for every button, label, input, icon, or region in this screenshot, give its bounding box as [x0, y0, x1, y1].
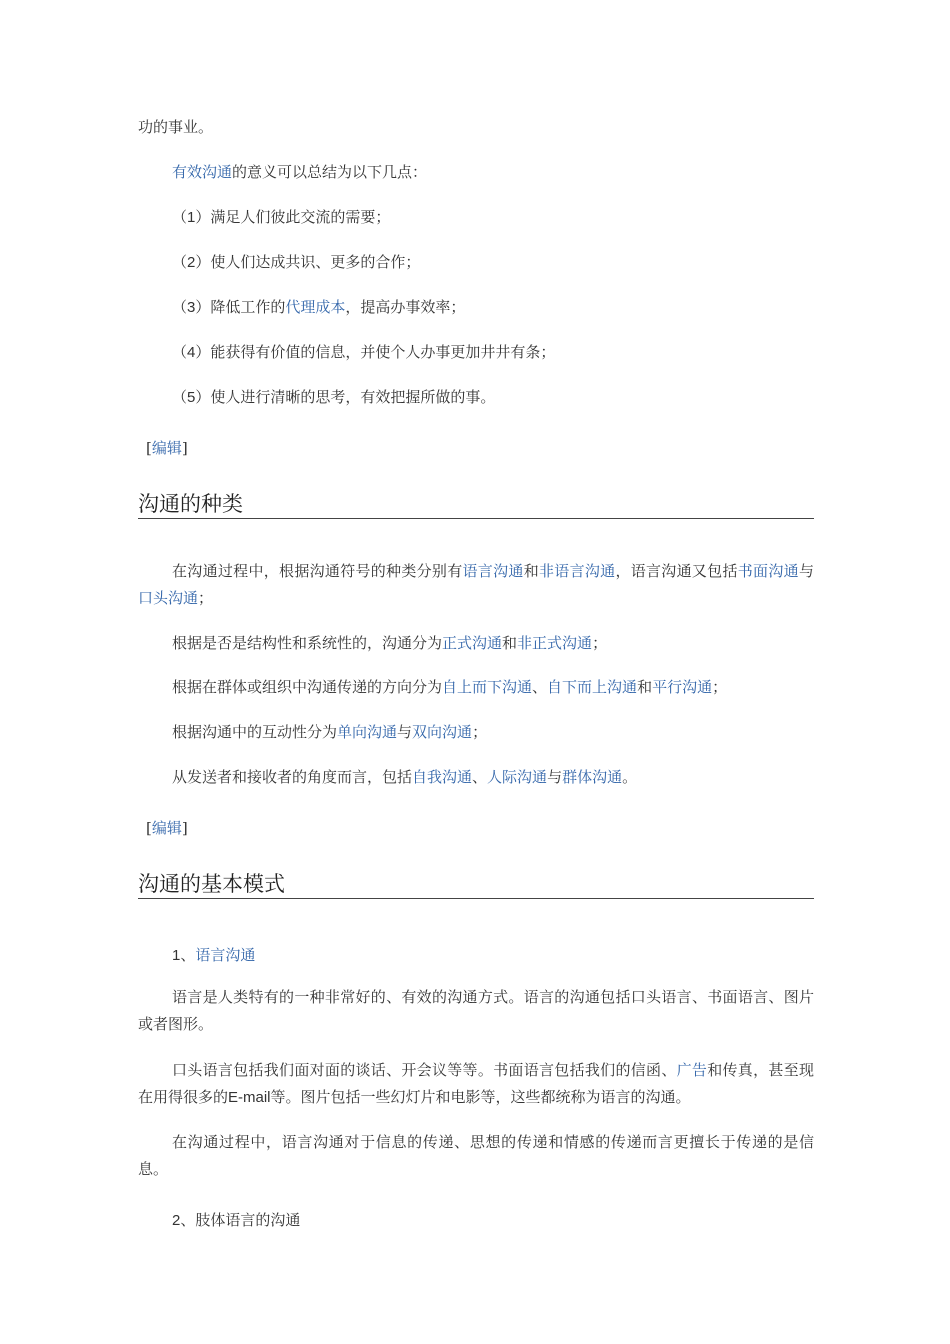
self-communication-link[interactable]: 自我沟通: [412, 768, 473, 786]
top-down-communication-link[interactable]: 自上而下沟通: [442, 678, 533, 696]
formal-communication-link[interactable]: 正式沟通: [442, 634, 503, 652]
continuation-text: 功的事业。: [138, 118, 214, 136]
types-paragraph: 根据在群体或组织中沟通传递的方向分为自上而下沟通、自下而上沟通和平行沟通；: [172, 678, 728, 696]
verbal-communication-link[interactable]: 语言沟通: [462, 562, 524, 580]
edit-link[interactable]: 编辑: [151, 439, 182, 457]
bottom-up-communication-link[interactable]: 自下而上沟通: [547, 678, 638, 696]
section-heading-modes: 沟通的基本模式: [138, 870, 814, 899]
continuation-line: [138, 114, 818, 141]
written-communication-link[interactable]: 书面沟通: [737, 562, 799, 580]
types-paragraph: 根据沟通中的互动性分为单向沟通与双向沟通；: [172, 723, 488, 741]
two-way-communication-link[interactable]: 双向沟通: [412, 723, 473, 741]
informal-communication-link[interactable]: 非正式沟通: [517, 634, 593, 652]
types-paragraph: 根据是否是结构性和系统性的，沟通分为正式沟通和非正式沟通；: [172, 634, 608, 652]
advertising-link[interactable]: 广告: [676, 1061, 708, 1079]
horizontal-communication-link[interactable]: 平行沟通: [652, 678, 713, 696]
subsection-title-2: 2、肢体语言的沟通: [172, 1211, 301, 1229]
types-paragraph: 在沟通过程中，根据沟通符号的种类分别有语言沟通和非语言沟通，语言沟通又包括书面沟通与口头沟通；: [138, 562, 814, 607]
meaning-intro: 有效沟通的意义可以总结为以下几点：: [172, 163, 428, 181]
interpersonal-communication-link[interactable]: 人际沟通: [487, 768, 548, 786]
edit-section-link: [编辑]: [146, 819, 188, 837]
one-way-communication-link[interactable]: 单向沟通: [337, 723, 398, 741]
modes-paragraph: 口头语言包括我们面对面的谈话、开会议等等。书面语言包括我们的信函、广告和传真，甚至现在用得很多的E-mail等。图片包括一些幻灯片和电影等，这些都统称为语言的沟通。: [138, 1061, 814, 1106]
list-item: （1）满足人们彼此交流的需要；: [172, 208, 391, 226]
edit-section-link: [编辑]: [146, 439, 188, 457]
agency-cost-link[interactable]: 代理成本: [285, 298, 346, 316]
list-item: （5）使人进行清晰的思考，有效把握所做的事。: [172, 388, 496, 406]
section-heading-types: 沟通的种类: [138, 490, 814, 519]
edit-link[interactable]: 编辑: [151, 819, 182, 837]
verbal-communication-link[interactable]: 语言沟通: [195, 946, 256, 964]
effective-communication-link[interactable]: 有效沟通: [172, 163, 233, 181]
nonverbal-communication-link[interactable]: 非语言沟通: [538, 562, 616, 580]
subsection-title-1: 1、语言沟通: [172, 946, 256, 964]
oral-communication-link[interactable]: 口头沟通: [138, 589, 199, 607]
list-item: （4）能获得有价值的信息，并使个人办事更加井井有条；: [172, 343, 556, 361]
list-item: （3）降低工作的代理成本，提高办事效率；: [172, 298, 466, 316]
modes-paragraph: 在沟通过程中，语言沟通对于信息的传递、思想的传递和情感的传递而言更擅长于传递的是信息。: [138, 1133, 814, 1178]
list-item: （2）使人们达成共识、更多的合作；: [172, 253, 421, 271]
modes-paragraph: 语言是人类特有的一种非常好的、有效的沟通方式。语言的沟通包括口头语言、书面语言、图片或者图形。: [138, 988, 814, 1033]
types-paragraph: 从发送者和接收者的角度而言，包括自我沟通、人际沟通与群体沟通。: [172, 768, 638, 786]
group-communication-link[interactable]: 群体沟通: [562, 768, 623, 786]
